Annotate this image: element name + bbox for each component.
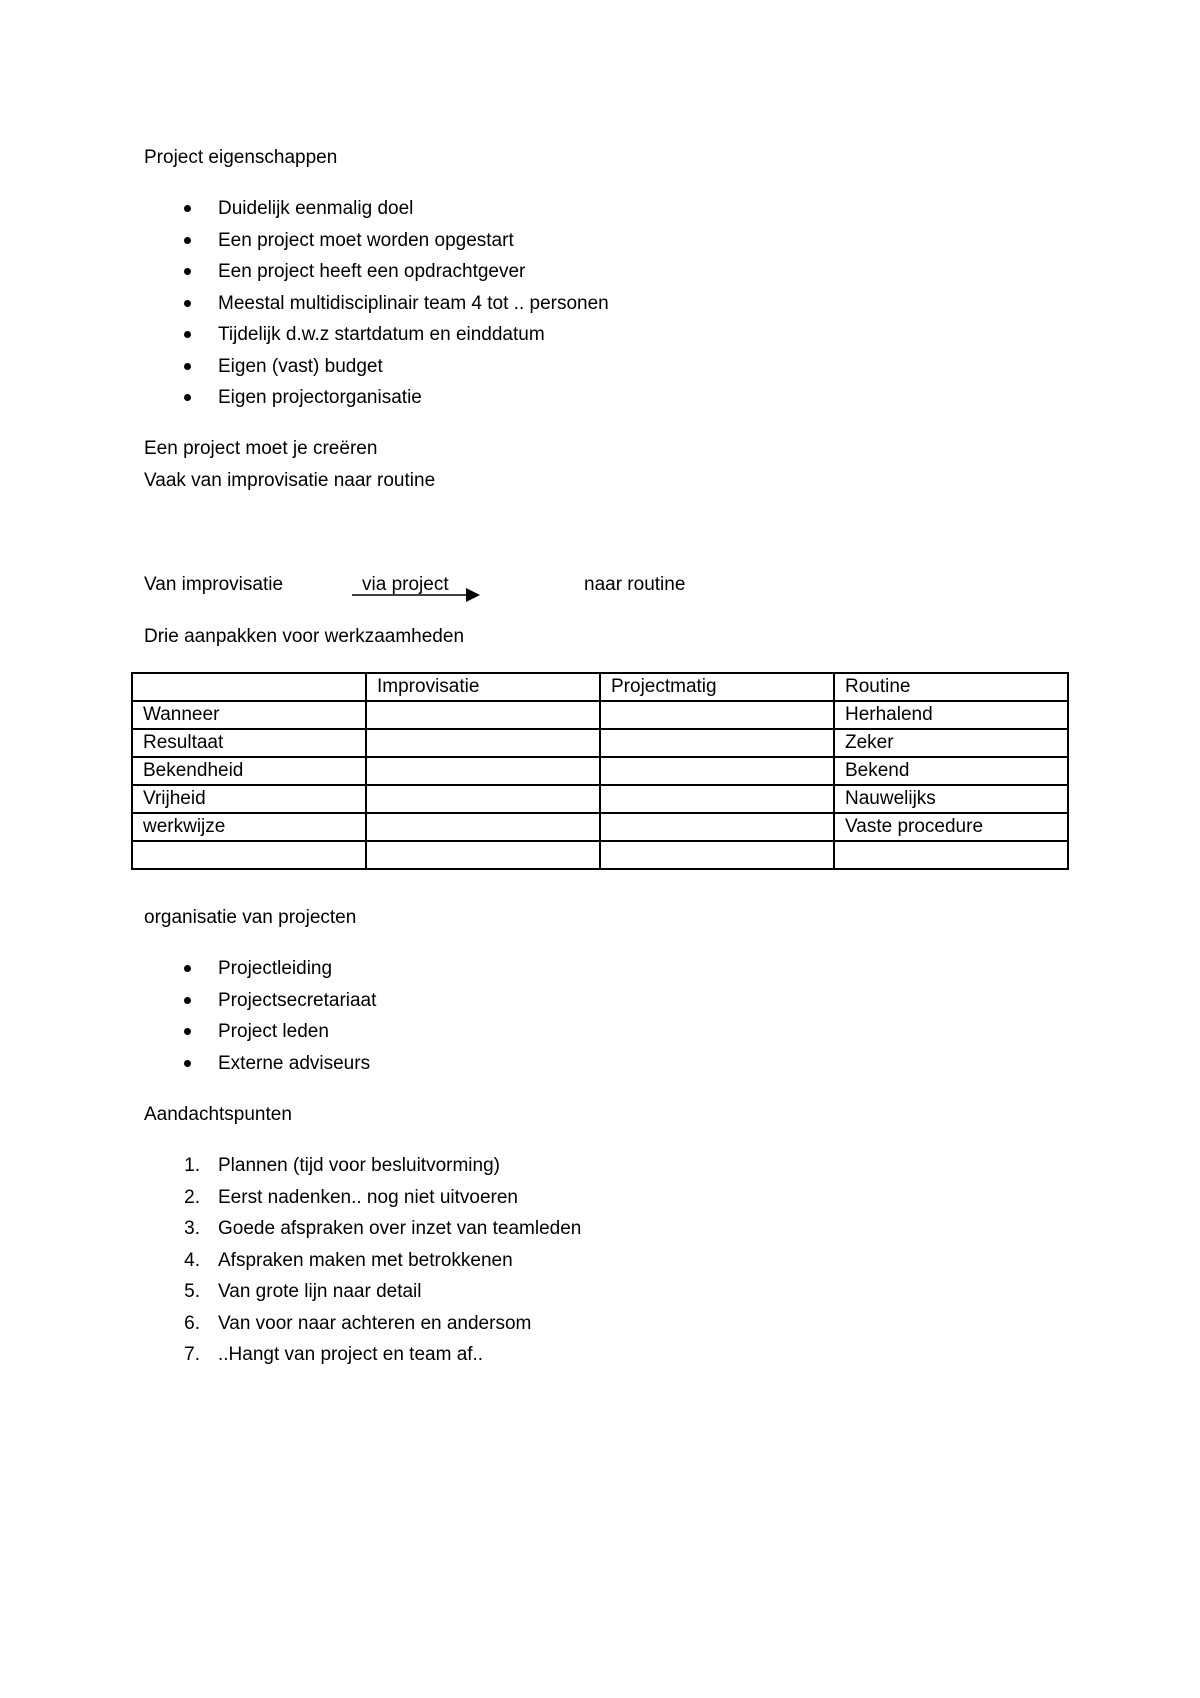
section-title-organisatie: organisatie van projecten xyxy=(144,907,357,928)
bullet-icon xyxy=(184,394,191,401)
bullet-icon xyxy=(184,237,191,244)
list-item-text: Afspraken maken met betrokkenen xyxy=(218,1250,513,1271)
list-item-number: 7. xyxy=(184,1344,200,1365)
bullet-icon xyxy=(184,300,191,307)
bullet-icon xyxy=(184,205,191,212)
table-cell xyxy=(600,813,834,841)
table-cell: Vrijheid xyxy=(132,785,366,813)
bullet-icon xyxy=(184,997,191,1004)
flow-via: via project xyxy=(362,574,449,595)
section-title-project-eigenschappen: Project eigenschappen xyxy=(144,147,338,168)
arrow-right-icon xyxy=(352,578,482,608)
section-title-drie-aanpakken: Drie aanpakken voor werkzaamheden xyxy=(144,626,465,647)
list-item-number: 5. xyxy=(184,1281,200,1302)
table-cell: Vaste procedure xyxy=(834,813,1068,841)
list-item-number: 3. xyxy=(184,1218,200,1239)
note-line-2: Vaak van improvisatie naar routine xyxy=(144,470,436,491)
list-item-number: 2. xyxy=(184,1187,200,1208)
table-cell xyxy=(366,701,600,729)
flow-to: naar routine xyxy=(584,574,686,595)
table-cell xyxy=(600,785,834,813)
section-title-aandachtspunten: Aandachtspunten xyxy=(144,1104,292,1125)
list-item-text: Meestal multidisciplinair team 4 tot .. personen xyxy=(218,293,609,314)
table-row xyxy=(132,701,1068,729)
bullet-icon xyxy=(184,1028,191,1035)
list-item-text: Projectleiding xyxy=(218,958,333,979)
table-row xyxy=(132,785,1068,813)
list-item-text: Goede afspraken over inzet van teamleden xyxy=(218,1218,582,1239)
table-cell xyxy=(366,813,600,841)
table-cell: Herhalend xyxy=(834,701,1068,729)
list-item-text: Eigen (vast) budget xyxy=(218,356,383,377)
table-cell xyxy=(834,841,1068,869)
table-cell xyxy=(366,785,600,813)
flow-arrow xyxy=(352,574,482,608)
list-item-number: 1. xyxy=(184,1155,200,1176)
list-item-text: Projectsecretariaat xyxy=(218,990,377,1011)
note-line-1: Een project moet je creëren xyxy=(144,438,378,459)
list-item-text: Tijdelijk d.w.z startdatum en einddatum xyxy=(218,324,545,345)
table-cell xyxy=(366,841,600,869)
table-cell xyxy=(600,701,834,729)
list-item-text: Een project moet worden opgestart xyxy=(218,230,514,251)
bullet-icon xyxy=(184,268,191,275)
list-item-text: Van voor naar achteren en andersom xyxy=(218,1313,532,1334)
aanpakken-table xyxy=(131,672,1069,870)
list-item-number: 6. xyxy=(184,1313,200,1334)
list-item-text: Een project heeft een opdrachtgever xyxy=(218,261,526,282)
table-cell: werkwijze xyxy=(132,813,366,841)
list-item-text: Eerst nadenken.. nog niet uitvoeren xyxy=(218,1187,518,1208)
table-header-cell: Routine xyxy=(834,673,1068,701)
table-header-row xyxy=(132,673,1068,701)
list-item-text: Plannen (tijd voor besluitvorming) xyxy=(218,1155,500,1176)
table-cell xyxy=(366,729,600,757)
table-cell: Resultaat xyxy=(132,729,366,757)
table-row xyxy=(132,813,1068,841)
table-cell xyxy=(600,841,834,869)
list-item-text: ..Hangt van project en team af.. xyxy=(218,1344,484,1365)
table-cell: Zeker xyxy=(834,729,1068,757)
table-header-cell xyxy=(132,673,366,701)
table-cell: Nauwelijks xyxy=(834,785,1068,813)
flow-from: Van improvisatie xyxy=(144,574,284,595)
table-cell: Bekend xyxy=(834,757,1068,785)
table-cell xyxy=(600,757,834,785)
list-item-text: Eigen projectorganisatie xyxy=(218,387,422,408)
table-cell: Wanneer xyxy=(132,701,366,729)
table-cell xyxy=(600,729,834,757)
list-item-number: 4. xyxy=(184,1250,200,1271)
table-cell xyxy=(132,841,366,869)
list-item-text: Van grote lijn naar detail xyxy=(218,1281,422,1302)
list-item-text: Duidelijk eenmalig doel xyxy=(218,198,414,219)
table-row xyxy=(132,729,1068,757)
list-item-text: Project leden xyxy=(218,1021,329,1042)
table-header-cell: Projectmatig xyxy=(600,673,834,701)
bullet-icon xyxy=(184,331,191,338)
bullet-icon xyxy=(184,965,191,972)
table-header-cell: Improvisatie xyxy=(366,673,600,701)
table-cell xyxy=(366,757,600,785)
list-item-text: Externe adviseurs xyxy=(218,1053,371,1074)
table-row xyxy=(132,757,1068,785)
bullet-icon xyxy=(184,363,191,370)
bullet-icon xyxy=(184,1060,191,1067)
table-row xyxy=(132,841,1068,869)
table-cell: Bekendheid xyxy=(132,757,366,785)
